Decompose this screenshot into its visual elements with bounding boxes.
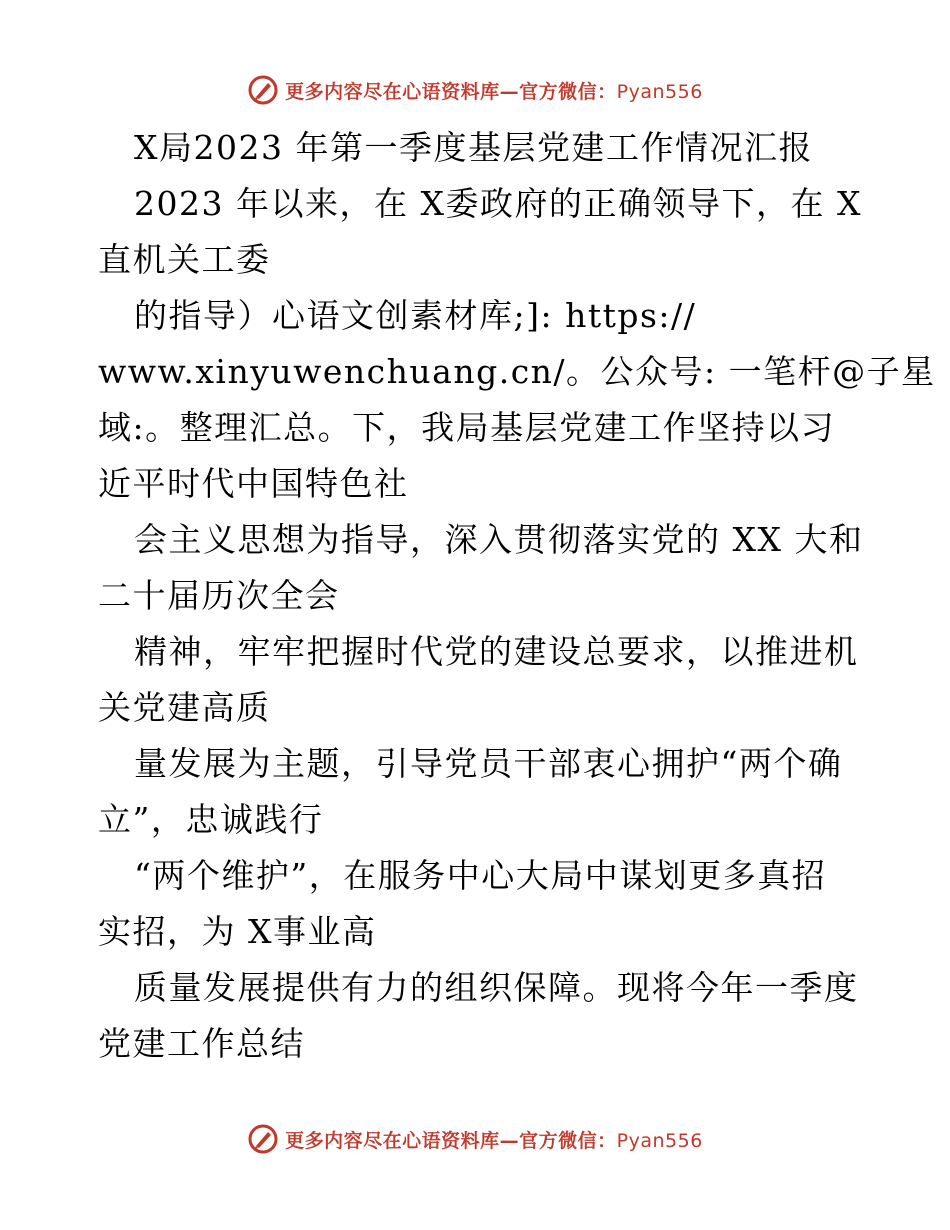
paragraph-line: 质量发展提供有力的组织保障。现将今年一季度	[134, 968, 859, 1007]
paragraph-line: 立”，忠诚践行	[98, 800, 324, 839]
paragraph-line: 实招，为 X事业高	[98, 912, 377, 951]
paragraph-line: 近平时代中国特色社	[98, 464, 409, 503]
document-title: X局2023 年第一季度基层党建工作情况汇报	[134, 128, 813, 167]
banner-text: 更多内容尽在心语资料库—官方微信：Pyan556	[285, 80, 703, 103]
pen-icon	[247, 1123, 279, 1155]
paragraph-line: www.xinyuwenchuang.cn/。公众号: 一笔杆@子星	[98, 352, 936, 391]
paragraph-line: 精神，牢牢把握时代党的建设总要求，以推进机	[134, 632, 859, 671]
paragraph-line: 会主义思想为指导，深入贯彻落实党的 XX 大和	[134, 520, 864, 559]
paragraph-line: 直机关工委	[98, 240, 271, 279]
paragraph-line: 关党建高质	[98, 688, 271, 727]
paragraph-line: 党建工作总结	[98, 1024, 305, 1063]
paragraph-line: 的指导）心语文创素材库;]: https://	[134, 296, 697, 335]
paragraph-line: 域:。整理汇总。下，我局基层党建工作坚持以习	[98, 408, 836, 447]
footer-banner	[0, 1117, 950, 1161]
paragraph-line: 2023 年以来，在 X委政府的正确领导下，在 X	[134, 184, 862, 223]
document-body	[98, 120, 936, 1072]
banner-text: 更多内容尽在心语资料库—官方微信：Pyan556	[285, 1129, 703, 1152]
pen-icon	[247, 74, 279, 106]
header-banner	[0, 68, 950, 112]
paragraph-line: 二十届历次全会	[98, 576, 340, 615]
paragraph-line: 量发展为主题，引导党员干部衷心拥护“两个确	[134, 744, 843, 783]
paragraph-line: “两个维护”，在服务中心大局中谋划更多真招	[134, 856, 827, 895]
